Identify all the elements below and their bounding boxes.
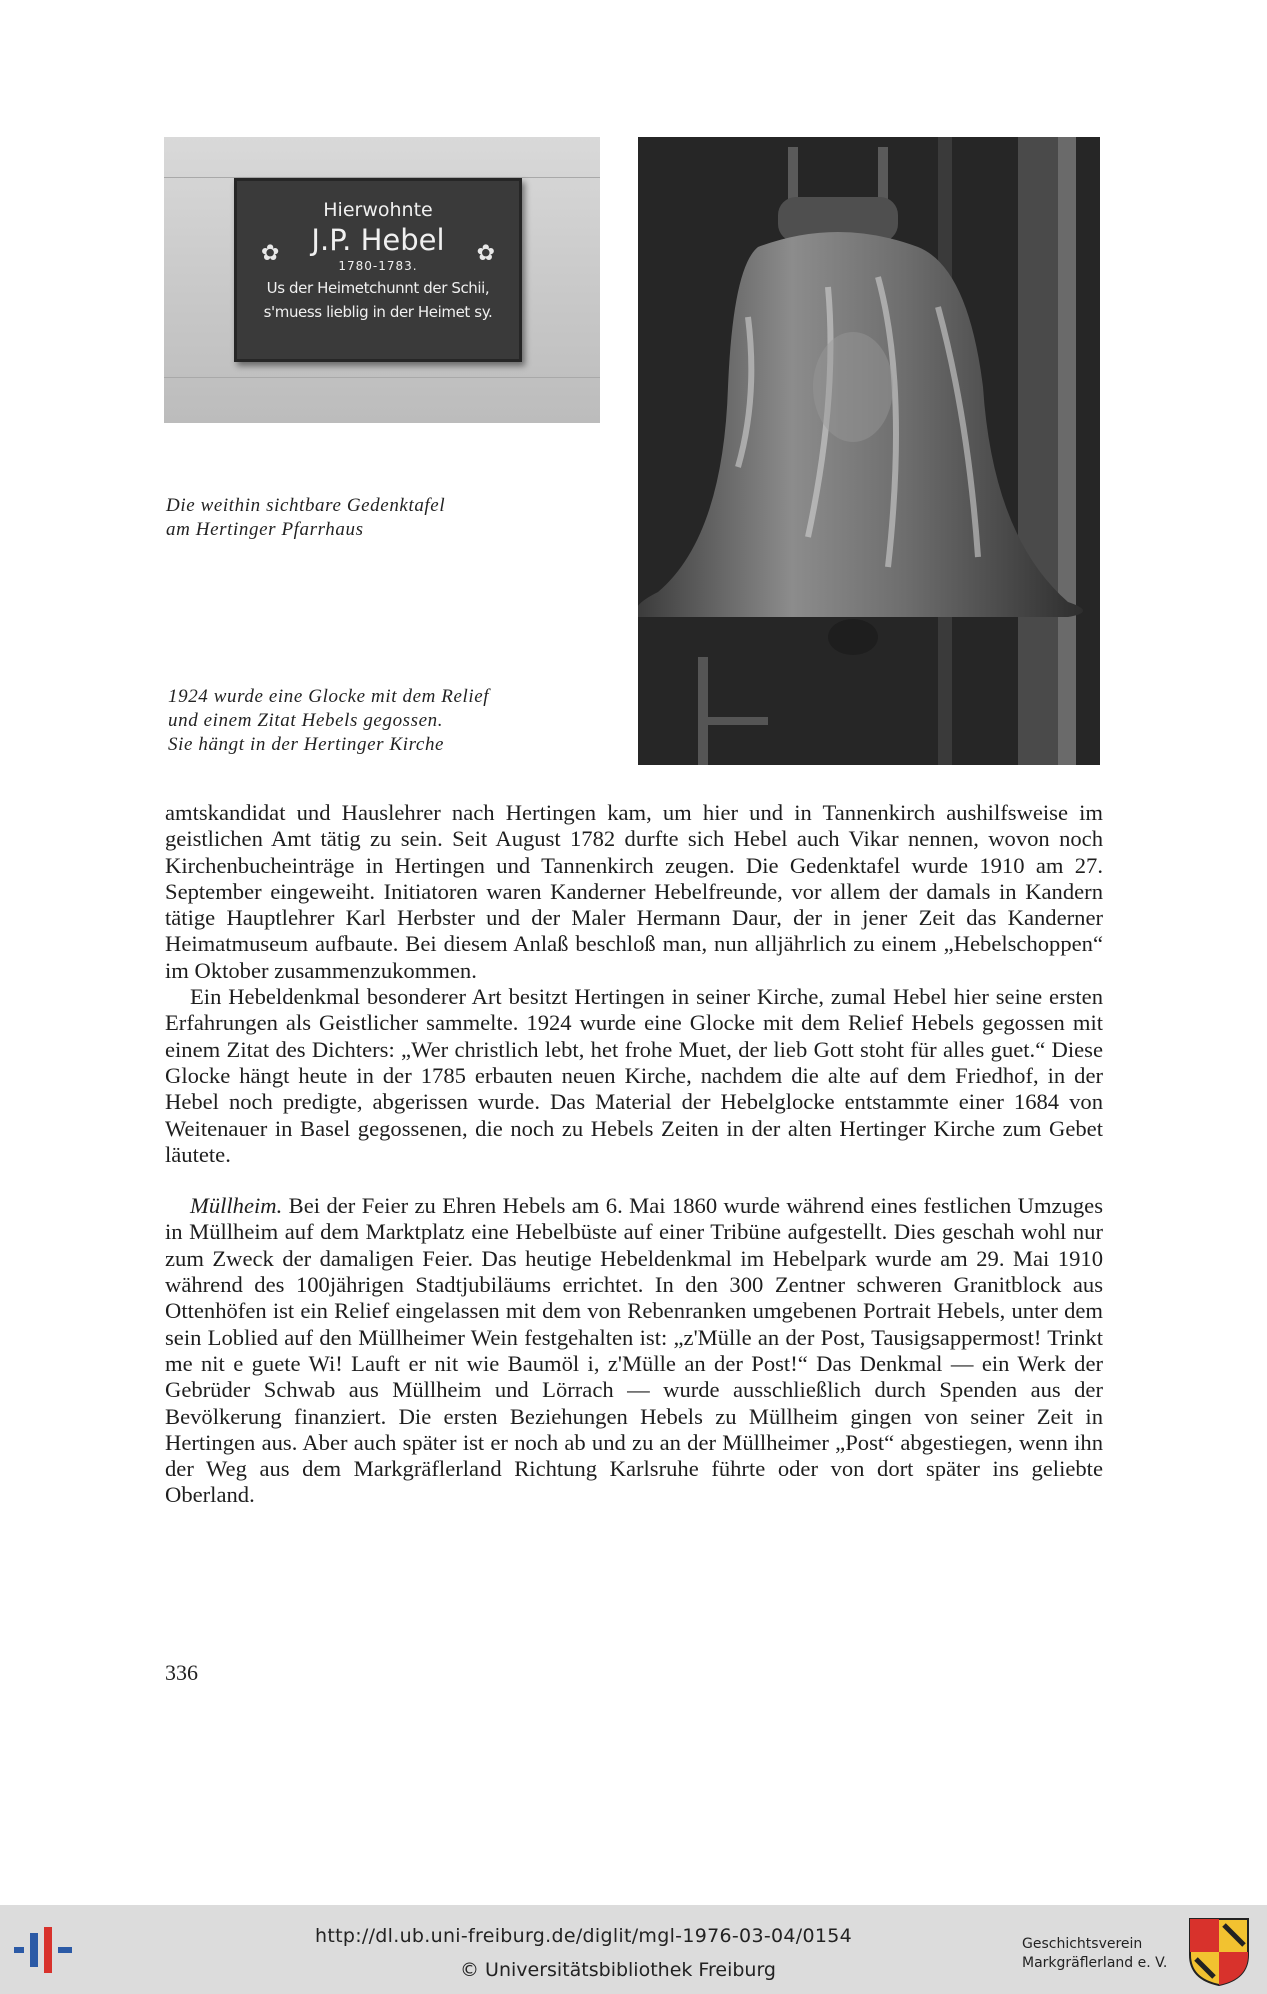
coat-of-arms-icon xyxy=(1188,1917,1250,1987)
society-line: Markgräflerland e. V. xyxy=(1022,1955,1168,1971)
document-url-link[interactable]: http://dl.ub.uni-freiburg.de/diglit/mgl-1976-03-04/0154 xyxy=(315,1925,853,1947)
memorial-plaque xyxy=(234,178,522,362)
plaque-line: Us der Heimetchunnt der Schii, xyxy=(266,279,490,297)
caption-line: am Hertinger Pfarrhaus xyxy=(166,519,364,540)
library-logo-icon xyxy=(14,1927,74,1973)
society-line: Geschichtsverein xyxy=(1022,1936,1143,1952)
society-name xyxy=(1022,1935,1167,1973)
plaque-line: s'muess lieblig in der Heimet sy. xyxy=(263,303,493,321)
plaque-line: 1780-1783. xyxy=(338,259,418,273)
plaque-line: Hierwohnte xyxy=(323,199,433,221)
paragraph xyxy=(165,1193,1103,1509)
caption-line: Sie hängt in der Hertinger Kirche xyxy=(168,734,445,755)
footer-bar xyxy=(0,1905,1267,1994)
copyright-text: © Universitätsbibliothek Freiburg xyxy=(460,1959,776,1981)
article-body xyxy=(165,800,1103,1509)
paragraph: Ein Hebeldenkmal besonderer Art besitzt Hertingen in seiner Kirche, zumal Hebel hier seine ersten Erfahrungen als Geistlicher sammelte. 1924 wurde eine Glocke mit dem Relief Hebels gegossen mit einem Zitat des Dichters: „Wer christlich lebt, het frohe Muet, der lieb Gott stoht für alles guet.“ Diese Glocke hängt heute in der 1785 erbauten neuen Kirche, nachdem die alte auf dem Friedhof, in der Hebel noch predigte, abgerissen wurde. Das Material der Hebelglocke entstammte einer 1684 von Weitenauer in Basel gegossenen, die noch zu Hebels Zeiten in der alten Hertinger Kirche zum Gebet läutete. xyxy=(165,984,1103,1167)
leaf-ornament-icon: ✿ xyxy=(261,241,280,266)
caption-line: und einem Zitat Hebels gegossen. xyxy=(168,710,444,731)
leaf-ornament-icon: ✿ xyxy=(476,241,495,266)
bell-image xyxy=(638,137,1100,765)
bell-caption xyxy=(168,685,489,757)
place-name: Müllheim. xyxy=(190,1193,283,1219)
page-number: 336 xyxy=(165,1660,198,1685)
plaque-line: J.P. Hebel xyxy=(311,223,445,257)
paragraph-text: Bei der Feier zu Ehren Hebels am 6. Mai 1860 wurde während eines festlichen Umzuges in Müllheim auf dem Marktplatz eine Hebelbüste auf einer Tribüne aufgestellt. Dies geschah wohl nur zum Zweck der damaligen Feier. Das heutige Hebeldenkmal im Hebelpark wurde am 29. Mai 1910 während des 100jährigen Stadtjubiläums errichtet. In den 300 Zentner schweren Granitblock aus Ottenhöfen ist ein Relief eingelassen mit dem von Rebenranken umgebenen Portrait Hebels, unter dem sein Loblied auf den Müllheimer Wein festgehalten ist: „z'Mülle an der Post, Tausigsappermost! Trinkt me nit e guete Wi! Lauft er nit wie Baumöl i, z'Mülle an der Post!“ Das Denkmal — ein Werk der Gebrüder Schwab aus Müllheim und Lörrach — wurde ausschließlich durch Spenden aus der Bevölkerung finanziert. Die ersten Beziehungen Hebels zu Müllheim gingen von seiner Zeit in Hertingen aus. Aber auch später ist er noch ab und zu an der Müllheimer „Post“ abgestiegen, wenn ihn der Weg aus dem Markgräflerland Richtung Karlsruhe führte oder von dort später ins geliebte Oberland. xyxy=(165,1193,1103,1508)
paragraph: amtskandidat und Hauslehrer nach Hertingen kam, um hier und in Tannenkirch aushilfsweise im geistlichen Amt tätig zu sein. Seit August 1782 durfte sich Hebel auch Vikar nennen, wovon noch Kirchenbucheinträge in Hertingen und Tannenkirch zeugen. Die Gedenktafel wurde 1910 am 27. September eingeweiht. Initiatoren waren Kanderner Hebelfreunde, vor allem der damals in Kandern tätige Hauptlehrer Karl Herbster und der Maler Hermann Daur, der in jener Zeit das Kanderner Heimatmuseum aufbaute. Bei diesem Anlaß beschloß man, nun alljährlich zu einem „Hebelschoppen“ im Oktober zusammenzukommen. xyxy=(165,800,1103,983)
bell-photo xyxy=(638,137,1100,765)
plaque-caption xyxy=(166,494,445,542)
caption-line: Die weithin sichtbare Gedenktafel xyxy=(166,495,446,516)
caption-line: 1924 wurde eine Glocke mit dem Relief xyxy=(168,686,490,707)
plaque-photo xyxy=(164,137,600,423)
